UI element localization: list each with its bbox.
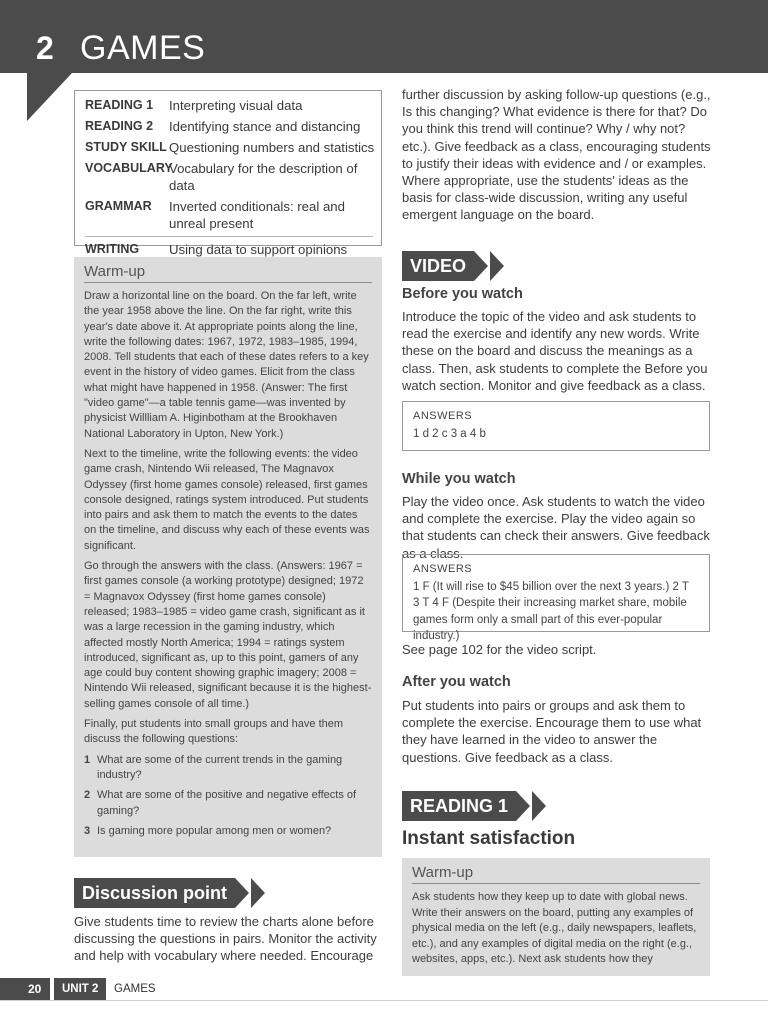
answers-line: 1 F (It will rise to $45 billion over the next 3 years.) 2 T: [413, 580, 689, 593]
banner-chevron-icon: [251, 878, 265, 908]
reading-1-banner: [402, 791, 546, 821]
banner-chevron-icon: [516, 791, 530, 821]
overview-value: Questioning numbers and statistics: [169, 140, 375, 155]
page-number: 20: [0, 978, 50, 1000]
warmup-title: Warm-up: [84, 263, 372, 283]
answers-box-2: [402, 554, 710, 642]
after-you-watch-heading: After you watch: [402, 674, 511, 690]
question-text: What are some of the positive and negative effects of gaming?: [97, 789, 357, 817]
warmup-paragraph-1: Draw a horizontal line on the board. On the far left, write the year 1958 above the line. On the far right, write this year's date above it. At appropriate points along the line, write the following dates: 1967, 1972, 1983–1985, 1994, 2008. Tell students that each of these dates refers to a key event in the history of video games. Elicit from the class what might have happened in 1958. (Answer: The first "video game"—a table tennis game—was invented by physicist Willliam A. Higinbotham at the Brookhaven National Laboratory in Upton, New York.): [84, 290, 369, 440]
overview-value: Using data to support opinions: [169, 242, 348, 257]
overview-key: WRITING: [85, 242, 140, 256]
reading-1-warmup-title: Warm-up: [412, 864, 700, 884]
discussion-continuation-text: further discussion by asking follow-up questions (e.g., Is this changing? What evidence is there for that? Do you think this trend will continue? Why / why not? etc.). Give feedback as a class, encouraging students to justify their ideas with evidence and / or examples. Where appropriate, use the students' ideas as the basis for class-wide discussion, writing any useful emergent language on the board.: [402, 87, 711, 223]
header-corner-decoration: [27, 73, 72, 121]
overview-row: [75, 139, 381, 156]
before-you-watch-heading: Before you watch: [402, 286, 523, 302]
answers-line: games form only a small part of this ever-popular industry.): [413, 613, 663, 642]
warmup-paragraph-3: Go through the answers with the class. (Answers: 1967 = first games console (a working prototype) designed; 1972 = Magnavox Odyssey (first home games console) released; 1983–1985 = video game crash, significant as it was a large recession in the gaming industry, which affected mostly North America; 1994 = ratings system introduced, significant as, up to this point, gamers of any age could buy content showing graphic imagery; 2008 = Nintendo Wii released, significant because it is the highest-selling games console of all time.): [84, 560, 372, 710]
banner-chevron-icon: [235, 878, 249, 908]
discussion-point-label: Discussion point: [74, 878, 235, 908]
warmup-paragraph-2: Next to the timeline, write the following events: the video game crash, Nintendo Wii released, The Magnavox Odyssey (first home games console) released, first games console designed, ratings system introduced. Put students into pairs and ask them to match the events to the dates on the timeline, and discuss why each of these events was significant.: [84, 447, 370, 552]
question-text: Is gaming more popular among men or women?: [97, 824, 332, 837]
discussion-point-text: Give students time to review the charts alone before discussing the questions in pairs. Monitor the activity and help with vocabulary where needed. Encourage: [74, 914, 377, 964]
reading-1-warmup-box: [402, 858, 710, 976]
overview-key: READING 2: [85, 119, 154, 133]
question-number: 2: [84, 789, 91, 802]
question-text: What are some of the current trends in the gaming industry?: [97, 753, 343, 781]
footer-topic: GAMES: [114, 983, 156, 995]
answers-line: 3 T 4 F (Despite their increasing market share, mobile: [413, 597, 687, 609]
answers-label: ANSWERS: [413, 563, 473, 575]
while-you-watch-text: Play the video once. Ask students to watch the video and complete the exercise. Play the video again so that students can check their answers. Give feedback as a class.: [402, 494, 710, 561]
overview-row: [75, 241, 381, 258]
overview-key: STUDY SKILL: [85, 140, 167, 154]
banner-chevron-icon: [490, 251, 504, 281]
answers-label: ANSWERS: [413, 410, 473, 422]
warmup-paragraph-4: Finally, put students into small groups and have them discuss the following questions:: [84, 718, 344, 746]
footer-divider: [0, 1000, 768, 1001]
after-you-watch-text: Put students into pairs or groups and ask them to complete the exercise. Encourage them to use what they have learned in the video to answer the questions. Give feedback as a class.: [402, 698, 702, 765]
unit-overview-table: [74, 90, 382, 257]
video-script-reference: See page 102 for the video script.: [402, 642, 597, 657]
overview-row: [75, 97, 381, 114]
footer-unit-label: UNIT 2: [54, 978, 106, 1000]
warmup-question-list: [84, 753, 372, 839]
list-item: [84, 824, 372, 839]
overview-value: Interpreting visual data: [169, 98, 303, 113]
before-you-watch-text: Introduce the topic of the video and ask students to read the exercise and identify any new words. Write these on the board and discuss the meanings as a class. Then, ask students to complete the Before you watch section. Monitor and give feedback as a class.: [402, 309, 708, 393]
overview-value: Inverted conditionals: real and unreal present: [169, 199, 345, 231]
overview-row: [75, 160, 381, 194]
question-number: 3: [84, 824, 91, 837]
video-label: VIDEO: [402, 251, 474, 281]
banner-chevron-icon: [532, 791, 546, 821]
while-you-watch-heading: While you watch: [402, 471, 516, 487]
unit-number: 2: [36, 30, 54, 66]
overview-row: [75, 118, 381, 135]
reading-1-label: READING 1: [402, 791, 516, 821]
unit-title: GAMES: [80, 29, 206, 67]
question-number: 1: [84, 753, 91, 766]
answers-box-1: [402, 401, 710, 451]
discussion-point-banner: [74, 878, 265, 908]
video-banner: [402, 251, 504, 281]
overview-key: VOCABULARY: [85, 161, 173, 175]
list-item: [84, 788, 372, 819]
reading-1-warmup-text: Ask students how they keep up to date with global news. Write their answers on the board, putting any examples of physical media on the left (e.g., daily newspapers, leaflets, etc.), and any examples of digital media on the right (e.g., websites, apps, etc.). Next ask students how they: [412, 891, 697, 965]
overview-key: READING 1: [85, 98, 154, 112]
banner-chevron-icon: [474, 251, 488, 281]
overview-value: Identifying stance and distancing: [169, 119, 361, 134]
warmup-box: [74, 257, 382, 857]
overview-value: Vocabulary for the description of data: [169, 161, 358, 193]
overview-divider: [85, 236, 373, 237]
answers-text: 1 d 2 c 3 a 4 b: [413, 427, 486, 440]
overview-key: GRAMMAR: [85, 199, 152, 213]
overview-row: [75, 198, 381, 232]
reading-1-title: Instant satisfaction: [402, 828, 576, 849]
top-bar: [0, 0, 768, 24]
list-item: [84, 753, 372, 784]
